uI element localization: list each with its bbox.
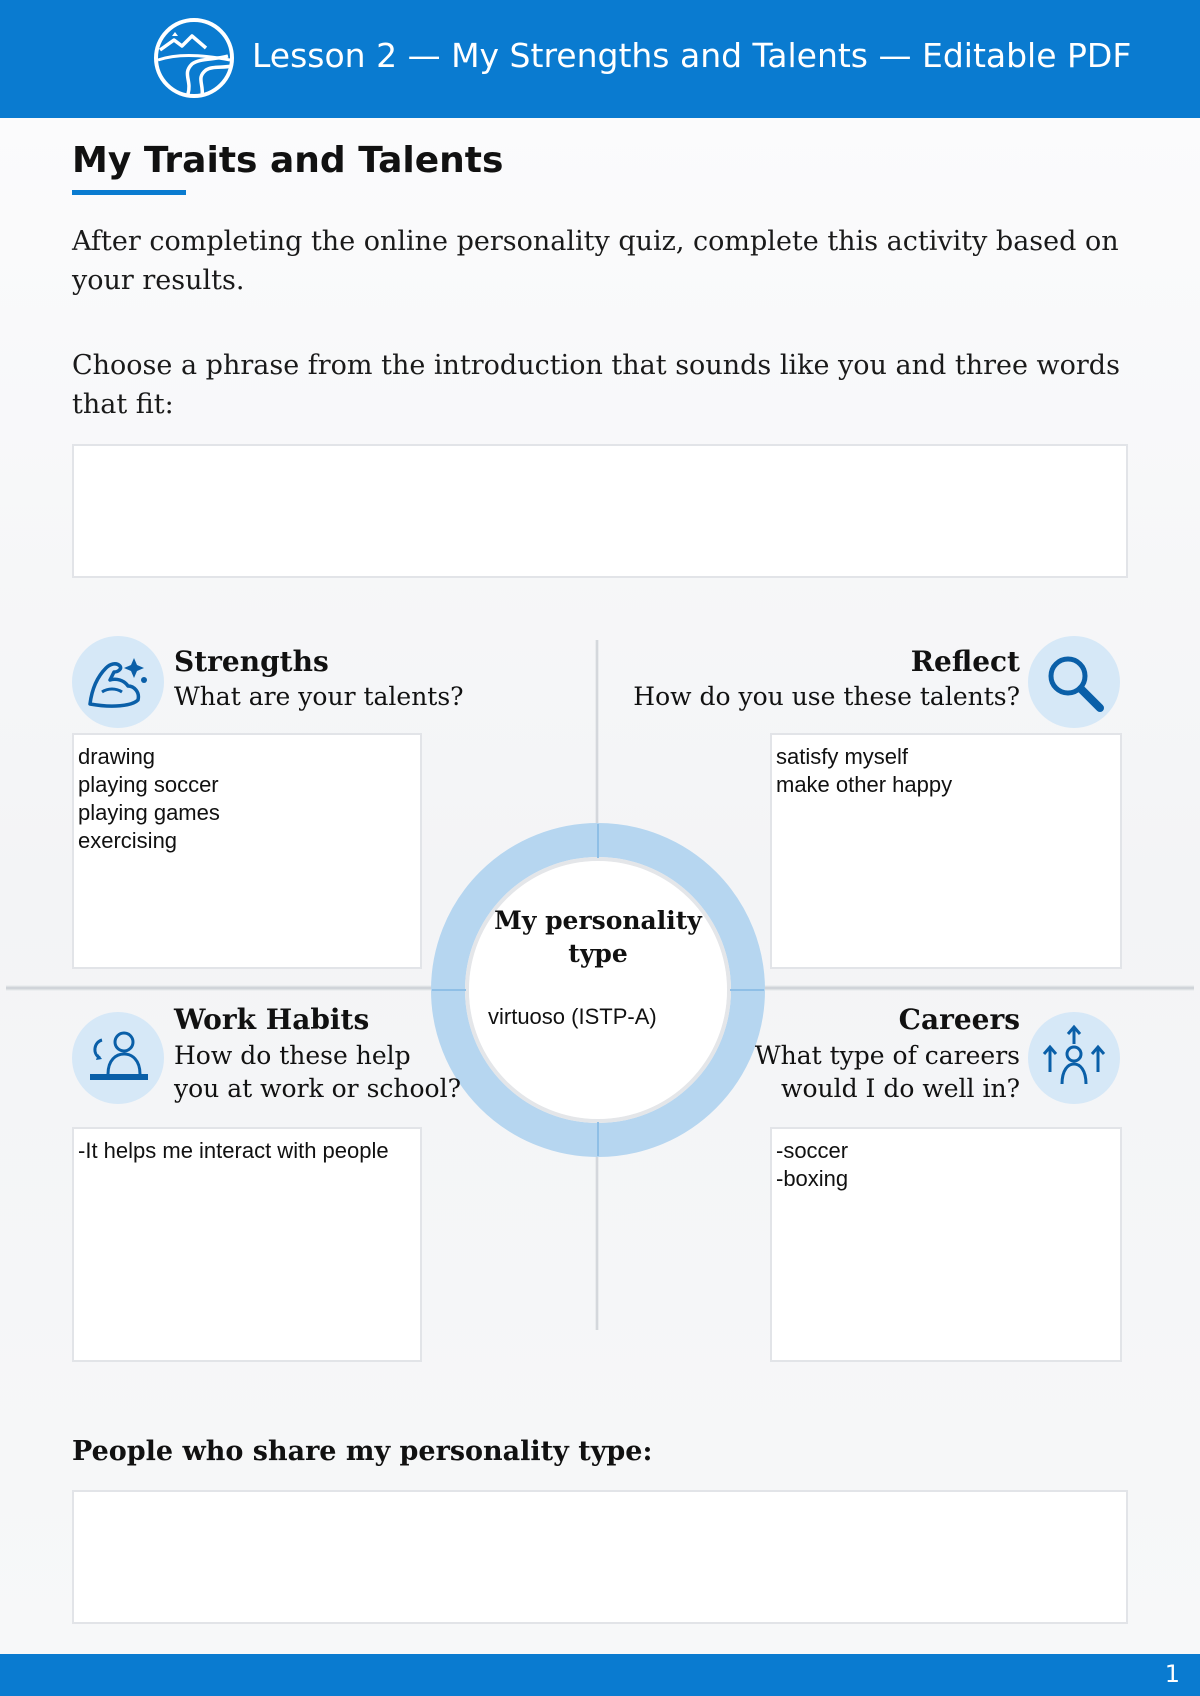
work-habits-input[interactable]: -It helps me interact with people xyxy=(72,1127,422,1362)
personality-ring xyxy=(430,822,766,1158)
careers-input[interactable]: -soccer -boxing xyxy=(770,1127,1122,1362)
flexed-arm-icon xyxy=(72,636,164,728)
strengths-title: Strengths xyxy=(174,645,329,678)
phrase-input[interactable] xyxy=(72,444,1128,578)
mountain-road-logo-icon xyxy=(152,16,236,100)
work-habits-title: Work Habits xyxy=(174,1003,370,1036)
magnifying-glass-icon xyxy=(1028,636,1120,728)
person-paths-icon xyxy=(1028,1012,1120,1104)
page-title: My Traits and Talents xyxy=(72,140,504,181)
reflect-title: Reflect xyxy=(910,645,1020,678)
divider-vertical-bottom xyxy=(595,1140,599,1330)
people-input[interactable] xyxy=(72,1490,1128,1624)
reflect-input[interactable]: satisfy myself make other happy xyxy=(770,733,1122,969)
work-habits-subtitle-line1: How do these help xyxy=(174,1041,411,1070)
page-number: 1 xyxy=(1164,1660,1180,1688)
header-bar xyxy=(0,0,1200,118)
divider-vertical-top xyxy=(595,640,599,840)
intro-text: After completing the online personality quiz, complete this activity based on your results. xyxy=(72,226,1119,296)
divider-horizontal-left xyxy=(6,985,446,991)
strengths-subtitle: What are your talents? xyxy=(174,682,464,711)
personality-type-label: My personality type xyxy=(494,906,702,968)
prompt-text: Choose a phrase from the introduction that sounds like you and three words that fit: xyxy=(72,350,1120,420)
strengths-input[interactable]: drawing playing soccer playing games exercising xyxy=(72,733,422,969)
careers-title: Careers xyxy=(898,1003,1020,1036)
personality-type-input[interactable]: virtuoso (ISTP-A) xyxy=(488,1004,657,1029)
header-title: Lesson 2 — My Strengths and Talents — Editable PDF xyxy=(252,36,1132,75)
careers-subtitle-line1: What type of careers xyxy=(754,1041,1020,1070)
reflect-subtitle: How do you use these talents? xyxy=(633,682,1020,711)
work-habits-subtitle-line2: you at work or school? xyxy=(174,1074,461,1103)
person-at-desk-icon xyxy=(72,1012,164,1104)
careers-subtitle-line2: would I do well in? xyxy=(781,1074,1020,1103)
title-underline xyxy=(72,190,186,195)
footer-bar xyxy=(0,1654,1200,1696)
people-heading: People who share my personality type: xyxy=(72,1436,653,1467)
divider-horizontal-right xyxy=(750,985,1194,991)
